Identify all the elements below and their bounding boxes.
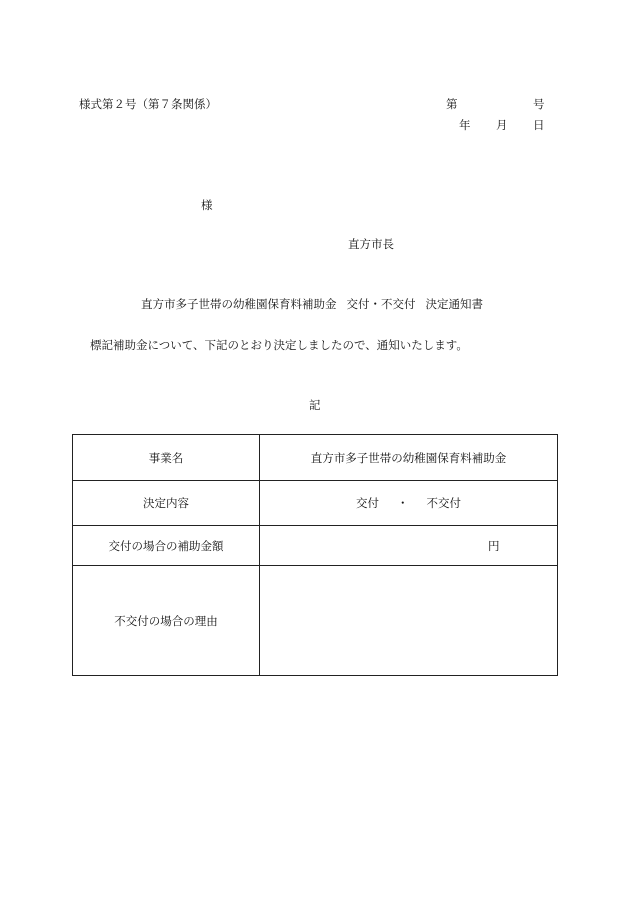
value-project-name: 直方市多子世帯の幼稚園保育料補助金 [260,435,558,481]
number-prefix: 第 [446,97,458,111]
label-project-name: 事業名 [73,435,260,481]
ki-heading: 記 [309,398,321,412]
decision-nogrant: 不交付 [426,496,461,510]
value-decision [260,481,558,526]
sender-name: 直方市長 [348,237,394,251]
table-row [73,481,558,526]
value-amount [260,526,558,566]
document-title [141,297,483,311]
amount-unit: 円 [488,538,500,553]
title-part1: 直方市多子世帯の幼稚園保育料補助金 [141,297,337,311]
number-suffix: 号 [533,97,545,111]
label-reason: 不交付の場合の理由 [73,566,260,676]
table-row [73,526,558,566]
value-reason [260,566,558,676]
decision-dot: ・ [397,496,409,510]
form-number: 様式第２号（第７条関係） [79,97,217,111]
table-row [73,566,558,676]
label-amount: 交付の場合の補助金額 [73,526,260,566]
date-month-label: 月 [496,118,508,132]
table-row [73,435,558,481]
recipient-honorific: 様 [201,198,213,212]
date-year-label: 年 [459,118,471,132]
decision-table [72,434,558,676]
title-part3: 決定通知書 [425,297,483,311]
decision-grant: 交付 [356,496,379,510]
title-part2: 交付・不交付 [346,297,416,311]
label-decision: 決定内容 [73,481,260,526]
date-day-label: 日 [533,118,545,132]
body-text: 標記補助金について、下記のとおり決定しましたので、通知いたします。 [90,338,468,352]
